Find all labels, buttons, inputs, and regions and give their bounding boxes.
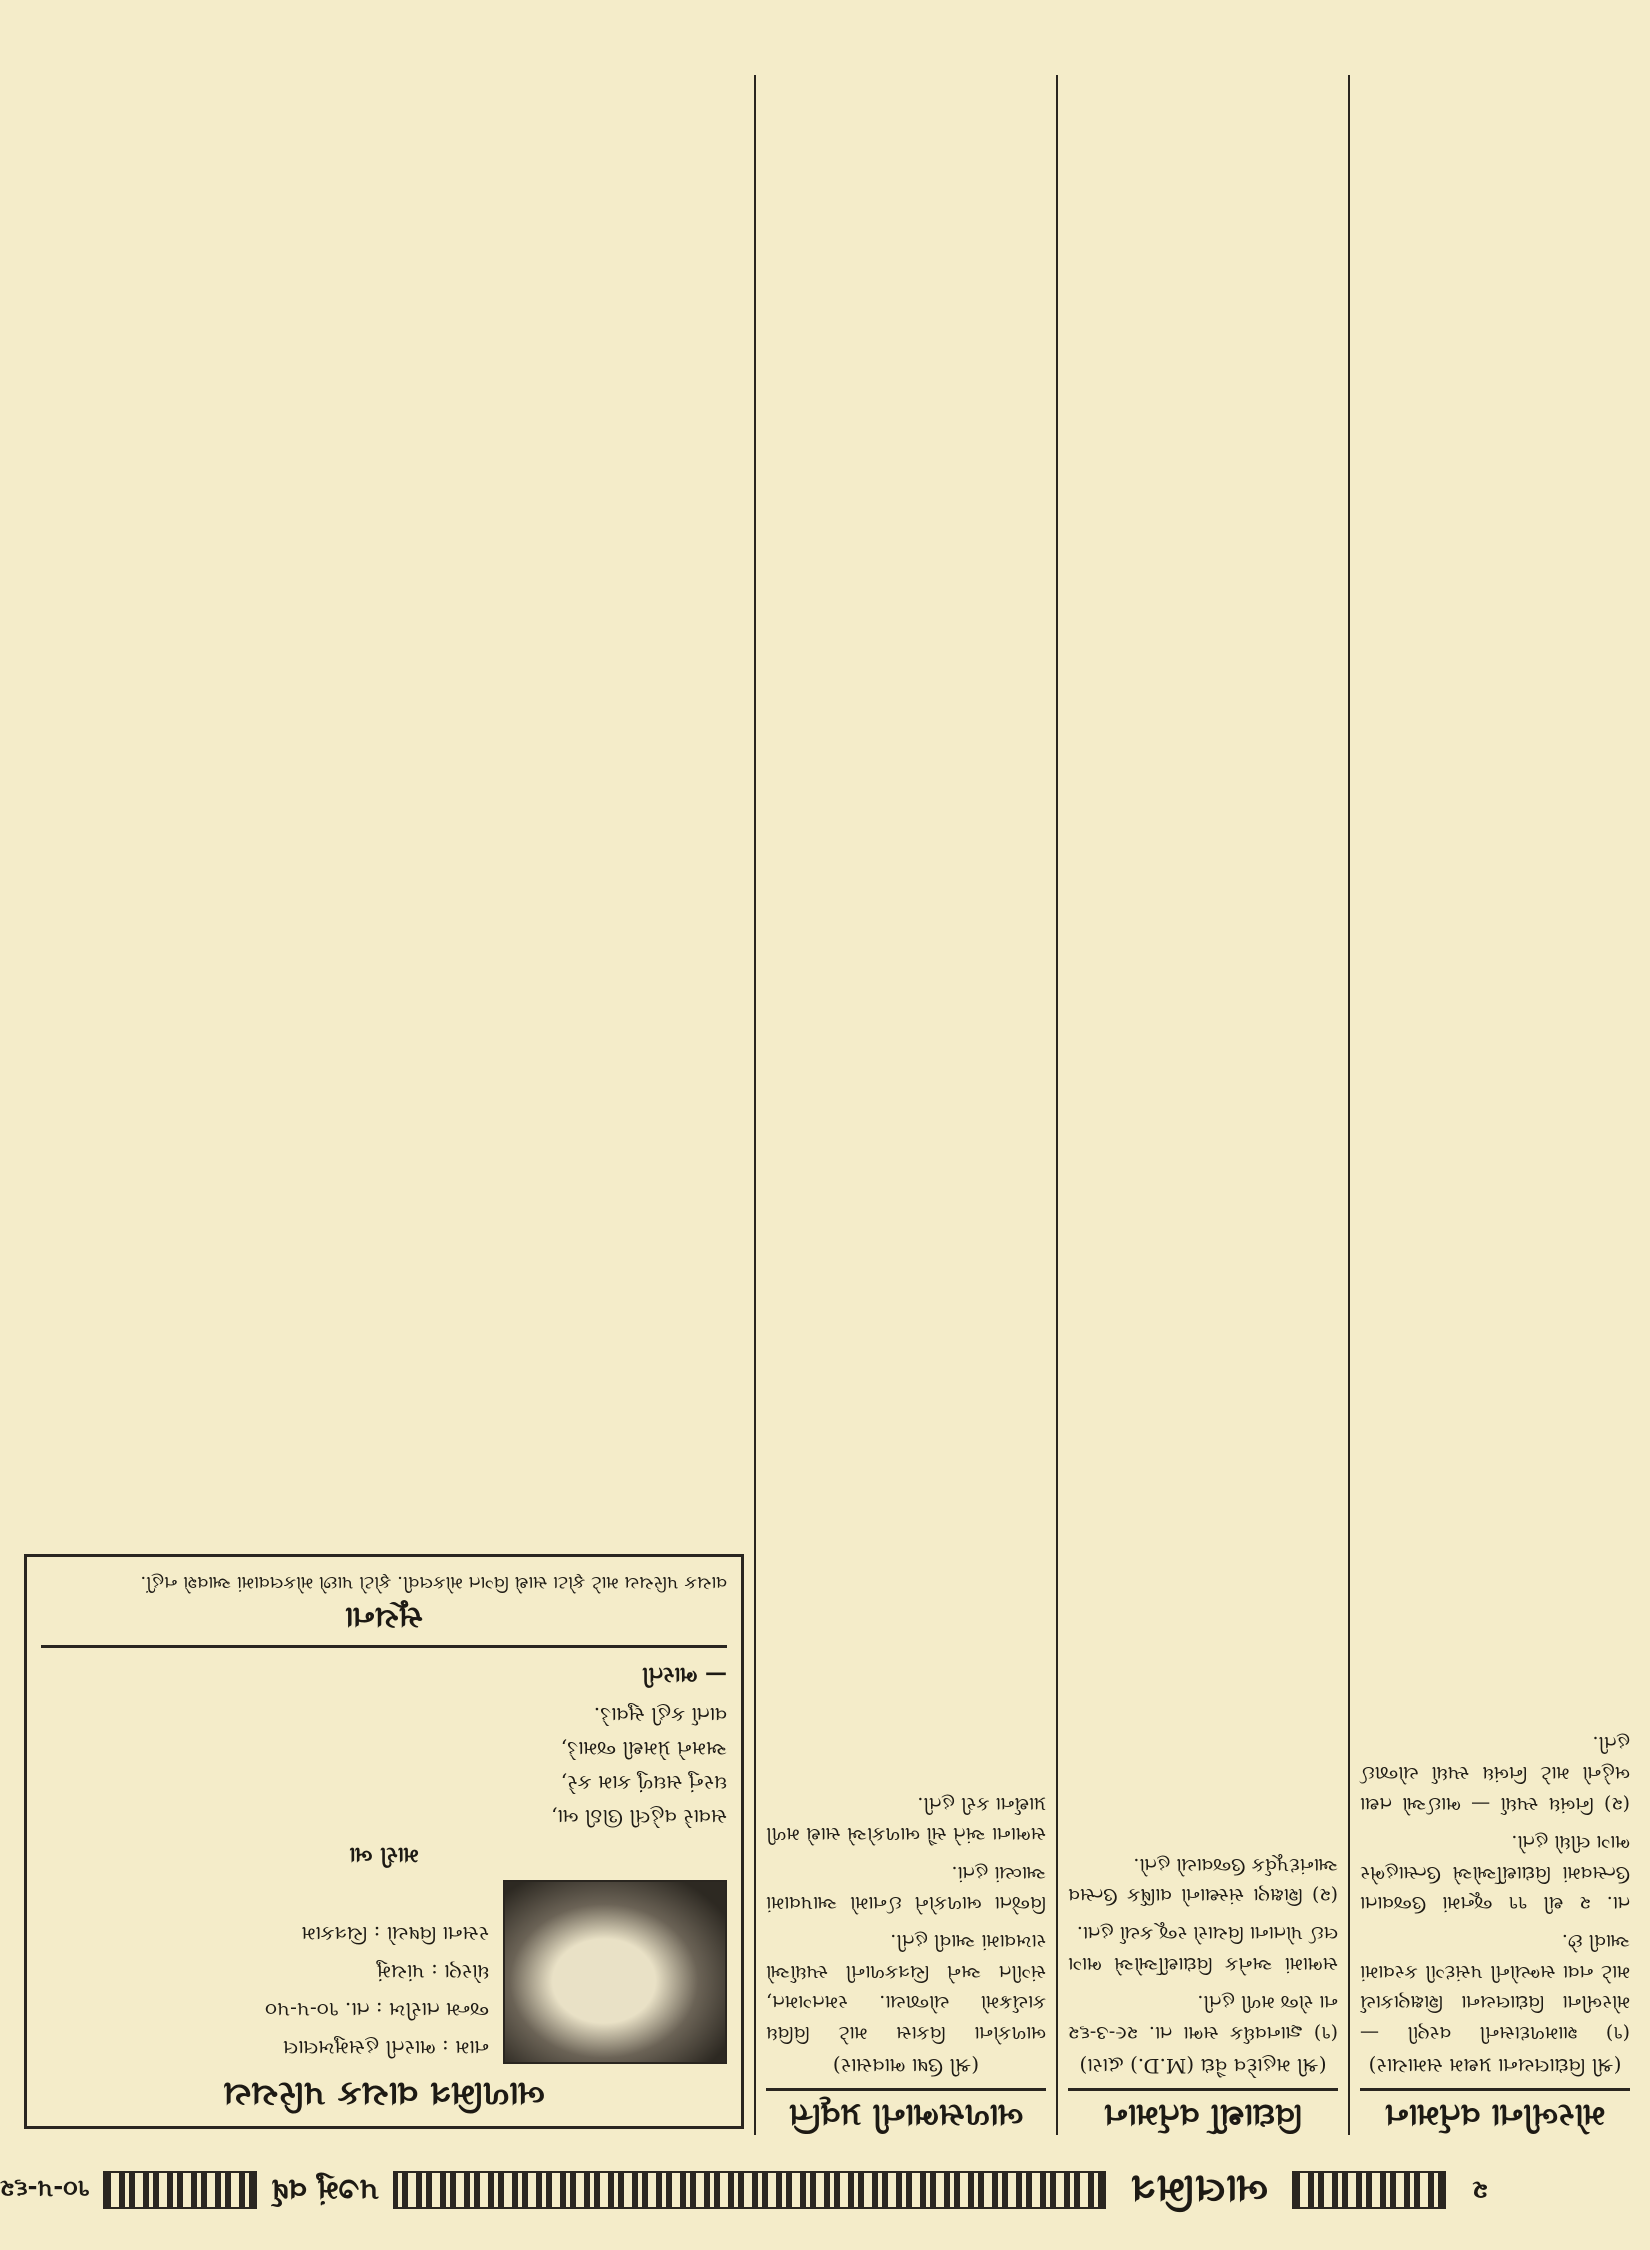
profile-row	[41, 1880, 727, 2064]
article-paragraph: બાળકોના વિકાસ માટે વિવિધ કાર્યક્રમો યોજાયા. રમતગમત, સંગીત અને ચિત્રકળાની સ્પર્ધાઓ રાખવામાં આવી હતી.	[766, 1930, 1046, 2044]
column-heading: બાળસભાની પ્રવૃત્તિ	[766, 2088, 1046, 2135]
column-subheading: (શ્રી વિદ્યાલયના પ્રથમ સમાચાર)	[1368, 2053, 1622, 2078]
column-subheading: (શ્રી મહાદેવ વૈદ્ય (M.D.) દ્વારા)	[1079, 2053, 1327, 2078]
column-3	[766, 1780, 1046, 2135]
poem	[41, 1698, 727, 1834]
reader-profile-column	[24, 1554, 744, 2135]
column-subheading: (શ્રી ઉષા ભાવસાર)	[832, 2053, 980, 2078]
bio-line: જન્મ તારીખ : તા. ૧૦-૫-૫૦	[264, 1998, 489, 2022]
notice-text: વાચક પરિચય માટે ફોટા સાથે વિગત મોકલવી. ફોટો પાછો મોકલવામાં આવશે નહીં.	[140, 1572, 727, 1593]
page-number: ૨	[1472, 2175, 1488, 2206]
poem-line: અમને પ્રેમથી જમાડે,	[560, 1737, 727, 1761]
article-paragraph: વિજેતા બાળકોને ઈનામો આપવામાં આવ્યાં હતાં.	[766, 1861, 1046, 1915]
ornament-band	[1292, 2171, 1446, 2209]
column-heading: મોરબીના વર્તમાન	[1360, 2088, 1630, 2135]
column-heading: વિદ્યાર્થી વર્તમાન	[1068, 2088, 1338, 2135]
notice	[41, 1569, 727, 1648]
box-title: બાળમિત્ર વાચક પરિચય	[223, 2074, 545, 2114]
poem-title: મારી બા	[349, 1842, 419, 1868]
publication-title: બાલમિત્ર	[1129, 2166, 1268, 2214]
reader-profile-box	[24, 1554, 744, 2129]
article-paragraph: તા. ૨ થી ૧૧ જૂનમાં ઉજવાતા ઉત્સવમાં વિદ્યાર્થીઓએ ઉત્સાહભેર ભાગ લીધો હતો.	[1360, 1831, 1630, 1915]
column-1	[1360, 1720, 1630, 2135]
reader-photo	[503, 1880, 727, 2064]
bio-line: રસના વિષયો : ચિત્રકામ	[301, 1922, 489, 1946]
masthead	[0, 2160, 1500, 2220]
poem-line: વાર્તા કહી સુવાડે.	[593, 1703, 727, 1727]
column-divider	[1348, 75, 1350, 2135]
notice-title: સૂચના	[345, 1600, 423, 1635]
ornament-band	[103, 2171, 257, 2209]
article-paragraph: સભામાં અનેક વિદ્યાર્થીઓએ ભાગ લઈ પોતાના વિચારો રજૂ કર્યા હતા.	[1068, 1922, 1338, 1975]
bio-line: ધોરણ : પાંચમું	[376, 1960, 489, 1984]
article-paragraph: (૧) શામળદાસની વરણી — મોરબીના વિદ્યાલયના શિક્ષણકાર્ય માટે નવા સભ્યોની પસંદગી કરવામાં આવી છે.	[1360, 1930, 1630, 2044]
ornament-band	[393, 2171, 1106, 2209]
issue-label: ૫૭મું વર્ષ	[271, 2172, 380, 2208]
poem-line: સવારે વહેલી ઊઠી બા,	[551, 1805, 727, 1829]
column-divider	[1056, 75, 1058, 2135]
column-divider	[754, 75, 756, 2135]
poem-line: ઘરનું સઘળું કામ કરે,	[560, 1771, 727, 1795]
article-paragraph: (૨) નિબંધ સ્પર્ધા — ભાઈઓ તથા બહેનો માટે નિબંધ સ્પર્ધા યોજાઈ હતી.	[1360, 1732, 1630, 1815]
article-paragraph: (૨) શિક્ષણ સંસ્થાનો વાર્ષિક ઉત્સવ આનંદપૂર્વક ઉજવાયો હતો.	[1068, 1853, 1338, 1907]
issue-date: ૧૦-૫-૬૨	[0, 2175, 90, 2205]
reader-bio	[265, 1912, 489, 2064]
signature: — ભારતી	[642, 1662, 727, 1688]
bio-line: નામ : ભારતી હસમુખલાલ	[282, 2036, 489, 2060]
article-paragraph: (૧) જ્ઞાનવર્ધક સભા તા. ૨૯-૩-૬૨ ના રોજ મળી હતી.	[1068, 1991, 1338, 2044]
article-paragraph: સભાના અંતે સૌ બાળકોએ સાથે મળી પ્રાર્થના કરી હતી.	[766, 1792, 1046, 1846]
column-2	[1068, 1841, 1338, 2135]
